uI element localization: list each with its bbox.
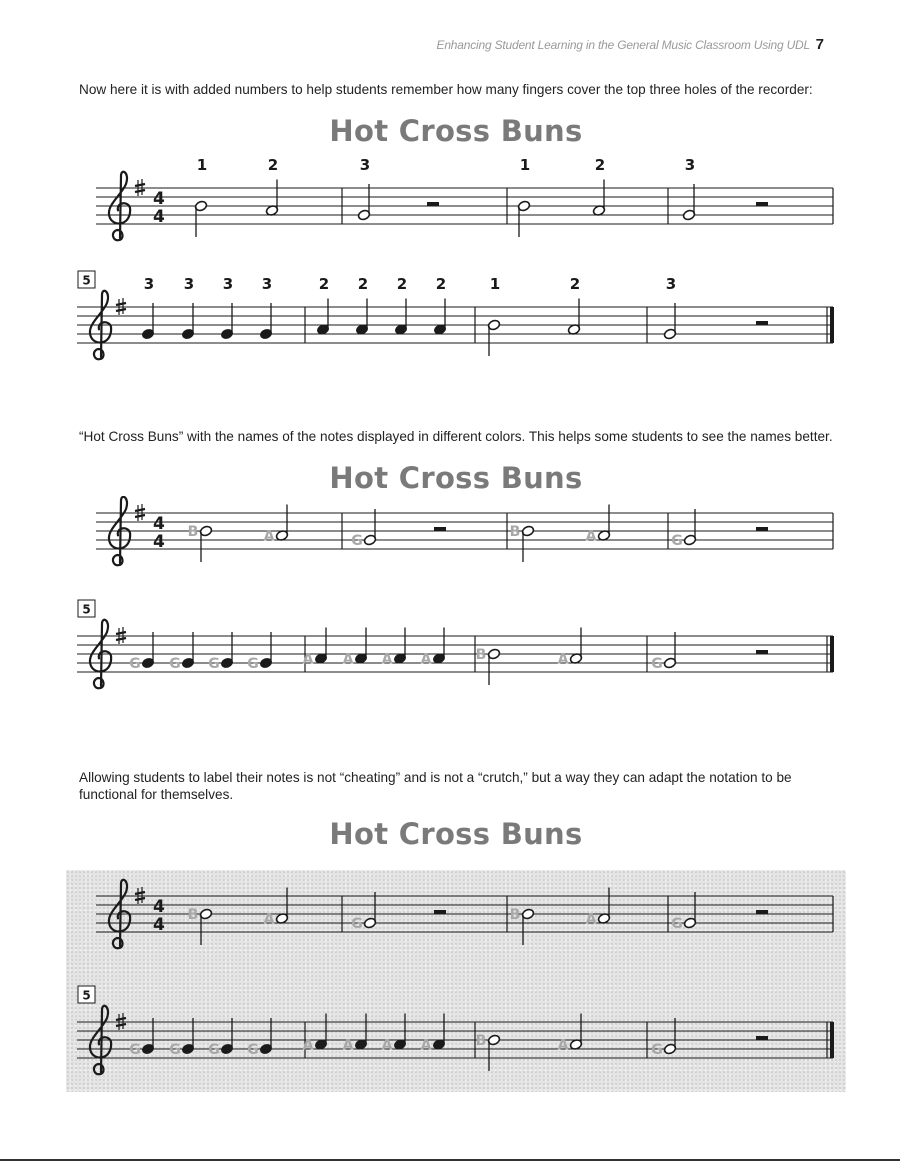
- time-signature-top: 4: [153, 897, 165, 917]
- staff-line-1: [96, 156, 833, 240]
- note-name-label: G: [208, 1042, 220, 1058]
- song-title-3: Hot Cross Buns: [329, 817, 583, 851]
- finger-number: 3: [665, 275, 677, 293]
- finger-number: 3: [183, 275, 195, 293]
- note-name-label: B: [475, 1033, 487, 1049]
- time-signature-top: 4: [153, 514, 165, 534]
- page-number: 7: [815, 36, 824, 53]
- half-rest-icon: [434, 527, 446, 531]
- half-rest-icon: [434, 910, 446, 914]
- finger-number: 2: [435, 275, 447, 293]
- note-name-label: A: [585, 528, 597, 545]
- finger-number: 3: [359, 156, 371, 174]
- note-name-label: G: [169, 656, 181, 672]
- measure-number: 5: [82, 273, 91, 288]
- half-rest-icon: [756, 910, 768, 914]
- note-name-label: G: [651, 1042, 663, 1058]
- final-bar-thick: [830, 636, 834, 672]
- staff-line-2: [77, 986, 834, 1074]
- note-name-label: A: [420, 1037, 432, 1054]
- note-name-label: B: [509, 907, 521, 923]
- sharp-stroke: [135, 509, 145, 511]
- sharp-stroke: [135, 892, 145, 894]
- note-name-label: G: [671, 533, 683, 549]
- note-name-label: G: [351, 533, 363, 549]
- finger-number: 2: [318, 275, 330, 293]
- sharp-stroke: [135, 898, 145, 900]
- score-numbered: [0, 150, 900, 375]
- staff-line-2: [77, 600, 834, 688]
- final-bar-thick: [830, 1022, 834, 1058]
- finger-number: 2: [357, 275, 369, 293]
- note-name-label: G: [351, 916, 363, 932]
- staff-line-2: [77, 271, 834, 359]
- song-title-1: Hot Cross Buns: [329, 114, 583, 148]
- measure-number: 5: [82, 602, 91, 617]
- score-labeled: [0, 872, 900, 1087]
- finger-number: 2: [569, 275, 581, 293]
- finger-number: 1: [489, 275, 501, 293]
- note-name-label: G: [129, 1042, 141, 1058]
- note-name-label: A: [557, 651, 569, 668]
- note-name-label: A: [342, 651, 354, 668]
- time-signature-bottom: 4: [153, 532, 165, 552]
- finger-number: 3: [143, 275, 155, 293]
- note-name-label: G: [169, 1042, 181, 1058]
- finger-number: 1: [519, 156, 531, 174]
- song-title-2: Hot Cross Buns: [329, 461, 583, 495]
- note-name-label: B: [475, 647, 487, 663]
- note-name-label: A: [381, 651, 393, 668]
- bottom-rule: [0, 1159, 900, 1161]
- note-name-label: A: [302, 1037, 314, 1054]
- note-name-label: G: [247, 656, 259, 672]
- note-name-label: A: [263, 528, 275, 545]
- staff-line-1: [96, 880, 833, 948]
- sharp-stroke: [135, 190, 145, 192]
- running-head-title: Enhancing Student Learning in the General Music Classroom Using UDL: [436, 38, 810, 52]
- time-signature-top: 4: [153, 189, 165, 209]
- finger-number: 3: [684, 156, 696, 174]
- sharp-stroke: [116, 638, 126, 640]
- note-name-label: A: [342, 1037, 354, 1054]
- time-signature-bottom: 4: [153, 207, 165, 227]
- measure-number: 5: [82, 988, 91, 1003]
- note-name-label: A: [381, 1037, 393, 1054]
- sharp-stroke: [116, 632, 126, 634]
- sharp-stroke: [135, 184, 145, 186]
- half-rest-icon: [756, 202, 768, 206]
- sharp-stroke: [116, 309, 126, 311]
- finger-number: 2: [267, 156, 279, 174]
- note-name-label: A: [557, 1037, 569, 1054]
- note-name-label: G: [651, 656, 663, 672]
- note-name-label: G: [208, 656, 220, 672]
- note-name-label: B: [509, 524, 521, 540]
- half-rest-icon: [756, 321, 768, 325]
- note-name-label: G: [671, 916, 683, 932]
- final-bar-thick: [830, 307, 834, 343]
- sharp-stroke: [116, 1024, 126, 1026]
- note-name-label: A: [420, 651, 432, 668]
- note-name-label: G: [129, 656, 141, 672]
- staff-line-1: [96, 497, 833, 565]
- sharp-stroke: [135, 515, 145, 517]
- intro-paragraph-colors: “Hot Cross Buns” with the names of the notes displayed in different colors. This helps some students to see the names better.: [79, 429, 833, 444]
- finger-number: 2: [594, 156, 606, 174]
- note-name-label: B: [187, 524, 199, 540]
- note-name-label: A: [263, 911, 275, 928]
- half-rest-icon: [756, 527, 768, 531]
- intro-paragraph-fingers: Now here it is with added numbers to help students remember how many fingers cover the top three holes of the recorder:: [79, 82, 813, 97]
- half-rest-icon: [756, 1036, 768, 1040]
- time-signature-bottom: 4: [153, 915, 165, 935]
- note-name-label: A: [302, 651, 314, 668]
- sharp-stroke: [116, 303, 126, 305]
- intro-paragraph-labels: Allowing students to label their notes is not “cheating” and is not a “crutch,” but a way they can adapt the notation to be functional for themselves.: [79, 770, 792, 802]
- finger-number: 2: [396, 275, 408, 293]
- finger-number: 3: [222, 275, 234, 293]
- half-rest-icon: [427, 202, 439, 206]
- sharp-stroke: [116, 1018, 126, 1020]
- finger-number: 1: [196, 156, 208, 174]
- note-name-label: A: [585, 911, 597, 928]
- half-rest-icon: [756, 650, 768, 654]
- score-colored: [0, 496, 900, 701]
- note-name-label: B: [187, 907, 199, 923]
- note-name-label: G: [247, 1042, 259, 1058]
- finger-number: 3: [261, 275, 273, 293]
